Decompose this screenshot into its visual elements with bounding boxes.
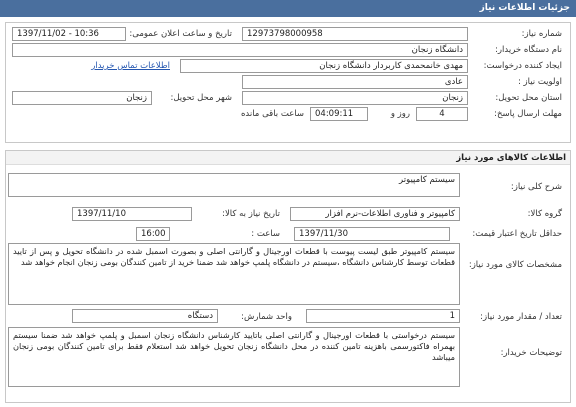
page-title: جزئیات اطلاعات نیاز: [0, 0, 576, 17]
time-label: ساعت :: [251, 229, 280, 239]
announce-label: تاریخ و ساعت اعلان عمومی:: [129, 29, 232, 39]
city-label: شهر محل تحویل:: [170, 93, 232, 103]
city-field: زنجان: [12, 91, 152, 105]
buyer-name-field: دانشگاه زنجان: [12, 43, 468, 57]
validity-label: حداقل تاریخ اعتبار قیمت:: [472, 229, 562, 239]
priority-field: عادی: [242, 75, 468, 89]
buyer-notes-label: توضیحات خریدار:: [500, 348, 562, 358]
qty-field: 1: [306, 309, 460, 323]
unit-label: واحد شمارش:: [241, 312, 292, 322]
province-label: استان محل تحویل:: [495, 93, 562, 103]
need-info-panel: [5, 22, 571, 143]
time-field: 16:00: [136, 227, 170, 241]
group-field: کامپیوتر و فناوری اطلاعات-نرم افزار: [290, 207, 460, 221]
announce-field: 1397/11/02 - 10:36: [12, 27, 126, 41]
buyer-name-label: نام دستگاه خریدار:: [495, 45, 562, 55]
unit-field: دستگاه: [72, 309, 218, 323]
need-date-label: تاریخ نیاز به کالا:: [222, 209, 280, 219]
buyer-notes-text: سیستم درخواستی با قطعات اورجینال و گارانتی اصلی باتایید کارشناس دانشگاه زنجان اسمبل و پلمپ خواهد شد ضمنا سیستم بهمراه فاکتورسمی باهزینه تامین کننده در محل دانشگاه زنجان تحویل خواهد شد استعلام فقط برای تامین کنندگان بومی زنجان میباشد: [8, 327, 460, 387]
days-field: 4: [416, 107, 468, 121]
creator-label: ایجاد کننده درخواست:: [483, 61, 562, 71]
need-number-field: 12973798000958: [242, 27, 468, 41]
province-field: زنجان: [242, 91, 468, 105]
priority-label: اولویت نیاز :: [517, 77, 562, 87]
time-left-field: 04:09:11: [310, 107, 368, 121]
specs-label: مشخصات کالای مورد نیاز:: [468, 260, 562, 270]
qty-label: تعداد / مقدار مورد نیاز:: [480, 312, 562, 322]
remaining-label: ساعت باقی مانده: [240, 109, 304, 119]
deadline-label: مهلت ارسال پاسخ:: [494, 109, 562, 119]
validity-date-field: 1397/11/30: [294, 227, 450, 241]
need-number-label: شماره نیاز:: [521, 29, 562, 39]
day-word-label: روز و: [390, 109, 410, 119]
goods-info-panel: [5, 150, 571, 403]
specs-text: سیستم کامپیوتر طبق لیست پیوست با قطعات اورجینال و گارانتی اصلی و بصورت اسمبل شده در دانشگاه تحویل و پس از تایید قطعات توسط کارشناس دانشگاه ،سیستم در دانشگاه پلمپ خواهد شد ضمنا خرید از تامین کنندگان بومی زنجان انجام خواهد شد: [8, 243, 460, 305]
summary-field: سیستم کامپیوتر: [8, 173, 460, 197]
group-label: گروه کالا:: [527, 209, 562, 219]
buyer-contact-link[interactable]: اطلاعات تماس خریدار: [91, 61, 170, 71]
summary-label: شرح کلی نیاز:: [510, 182, 562, 192]
goods-section-header: اطلاعات کالاهای مورد نیاز: [6, 151, 570, 165]
creator-field: مهدی خانمحمدی کاربردار دانشگاه زنجان: [180, 59, 468, 73]
need-date-field: 1397/11/10: [72, 207, 192, 221]
